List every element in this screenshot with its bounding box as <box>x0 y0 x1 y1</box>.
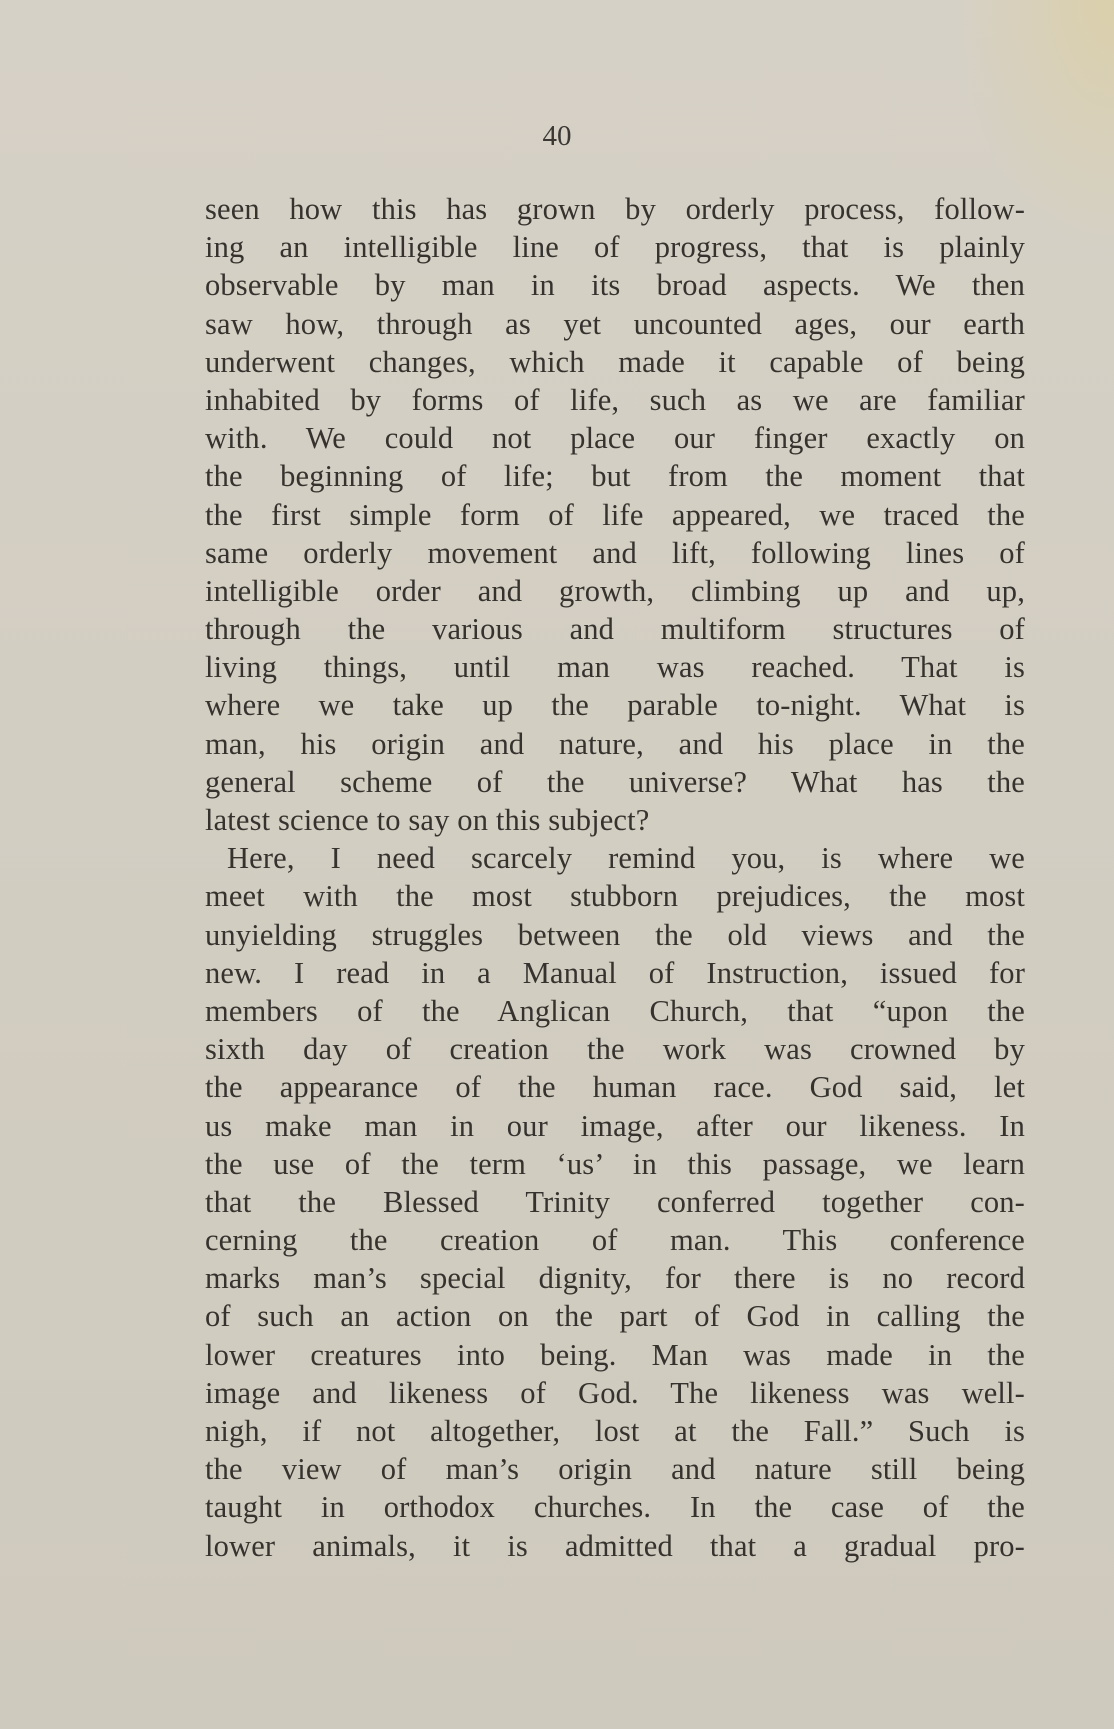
text-line: the beginning of life; but from the moment that <box>205 459 1025 494</box>
text-line: nigh, if not altogether, lost at the Fall.” Such is <box>205 1414 1025 1448</box>
text-line: intelligible order and growth, climbing up and up, <box>205 573 1025 608</box>
text-line: saw how, through as yet uncounted ages, our earth <box>205 306 1025 341</box>
text-line: latest science to say on this subject? <box>205 803 650 837</box>
text-line: members of the Anglican Church, that “upon the <box>205 993 1025 1028</box>
text-line: the use of the term ‘us’ in this passage, we learn <box>205 1146 1025 1181</box>
text-line: through the various and multiform structures of <box>205 612 1025 647</box>
text-line: inhabited by forms of life, such as we are familiar <box>205 382 1025 417</box>
text-line: meet with the most stubborn prejudices, the most <box>205 879 1025 914</box>
text-line: new. I read in a Manual of Instruction, issued for <box>205 955 1025 990</box>
text-line: man, his origin and nature, and his place in the <box>205 726 1025 761</box>
paragraph-1 <box>205 190 1025 839</box>
text-line: that the Blessed Trinity conferred together con- <box>205 1184 1025 1219</box>
text-line: sixth day of creation the work was crowned by <box>205 1032 1025 1067</box>
text-line: observable by man in its broad aspects. We then <box>205 268 1025 303</box>
text-line: the appearance of the human race. God said, let <box>205 1070 1025 1105</box>
text-line: of such an action on the part of God in calling the <box>205 1299 1025 1334</box>
text-line: lower creatures into being. Man was made in the <box>205 1337 1025 1372</box>
text-line: same orderly movement and lift, following lines of <box>205 535 1025 570</box>
text-line: with. We could not place our finger exactly on <box>205 421 1025 456</box>
text-line: us make man in our image, after our likeness. In <box>205 1108 1025 1143</box>
text-line: the first simple form of life appeared, we traced the <box>205 497 1025 532</box>
text-line: seen how this has grown by orderly process, follow- <box>205 192 1025 226</box>
text-line: ing an intelligible line of progress, that is plainly <box>205 230 1025 265</box>
text-line: image and likeness of God. The likeness was well- <box>205 1375 1025 1410</box>
text-line: cerning the creation of man. This conference <box>205 1223 1025 1258</box>
text-line: marks man’s special dignity, for there is no record <box>205 1261 1025 1296</box>
text-line: Here, I need scarcely remind you, is where we <box>227 841 1025 876</box>
text-line: living things, until man was reached. That is <box>205 650 1025 685</box>
text-line: unyielding struggles between the old views and the <box>205 917 1025 952</box>
text-line: underwent changes, which made it capable of being <box>205 344 1025 379</box>
paragraph-2 <box>205 839 1025 1565</box>
text-line: general scheme of the universe? What has the <box>205 764 1025 799</box>
text-line: where we take up the parable to-night. What is <box>205 688 1025 723</box>
text-line: lower animals, it is admitted that a gradual pro- <box>205 1528 1025 1563</box>
text-line: taught in orthodox churches. In the case of the <box>205 1490 1025 1525</box>
page-number: 40 <box>542 120 572 152</box>
text-line: the view of man’s origin and nature still being <box>205 1452 1025 1487</box>
body-text <box>205 190 1025 1565</box>
